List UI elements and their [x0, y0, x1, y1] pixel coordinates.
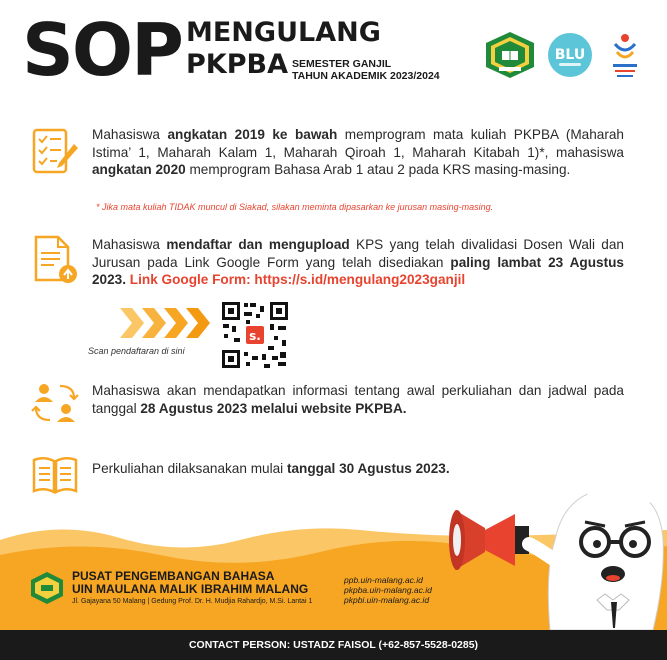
open-book-icon [30, 450, 80, 500]
step-1-note: * Jika mata kuliah TIDAK muncul di Siakad, silakan meminta dipasarkan ke jurusan masing-masing. [96, 202, 494, 212]
footer-organization [30, 570, 312, 605]
step-4-text: Perkuliahan dilaksanakan mulai tanggal 30 Agustus 2023. [92, 461, 450, 476]
sop-title: SOP [22, 8, 182, 92]
chevron-arrows-icon [120, 306, 212, 340]
contact-bar: CONTACT PERSON: USTADZ FAISOL (+62-857-5528-0285) [0, 630, 667, 660]
semester-info [292, 58, 440, 82]
step-2-text: Mahasiswa mendaftar dan mengupload KPS yang telah divalidasi Dosen Wali dan Jurusan pada Link Google Form yang telah disediakan paling lambat 23 Agustus 2023. Link Google Form: https://s.id/mengulang2023ganjil [92, 237, 624, 287]
svg-text:BLU: BLU [554, 47, 586, 63]
mascot-megaphone-illustration [445, 470, 667, 630]
qr-badge-text: s. [249, 329, 261, 343]
website-pkpba[interactable]: pkpba.uin-malang.ac.id [344, 585, 432, 595]
tahun-toleransi-logo [605, 30, 645, 80]
scan-section [88, 298, 298, 378]
scan-label: Scan pendaftaran di sini [88, 346, 185, 356]
qr-code[interactable] [220, 300, 290, 370]
website-ppb[interactable]: ppb.uin-malang.ac.id [344, 575, 423, 585]
org-name-line-1: PUSAT PENGEMBANGAN BAHASA [72, 569, 275, 583]
website-list [344, 575, 432, 605]
title-line-1: MENGULANG [186, 17, 381, 48]
uin-malang-footer-logo [30, 571, 64, 605]
org-name-line-2: UIN MAULANA MALIK IBRAHIM MALANG [72, 582, 309, 596]
step-3-text: Mahasiswa akan mendapatkan informasi tentang awal perkuliahan dan jadwal pada tanggal 28 Agustus 2023 melalui website PKPBA. [92, 383, 624, 416]
uin-malang-logo [485, 31, 535, 79]
org-address: Jl. Gajayana 50 Malang | Gedung Prof. Dr. H. Mudjia Rahardjo, M.Si. Lantai 1 [72, 598, 313, 605]
blu-logo [547, 32, 593, 78]
people-exchange-icon [30, 378, 80, 428]
step-1-text: Mahasiswa angkatan 2019 ke bawah memprogram mata kuliah PKPBA (Maharah Istima’ 1, Maharah Kalam 1, Maharah Qiroah 1, Maharah Kitabah 1)*, mahasiswa angkatan 2020 memprogram Bahasa Arab 1 atau 2 pada KRS masing-masing. [92, 127, 624, 177]
document-upload-icon [30, 234, 80, 284]
checklist-pencil-icon [30, 126, 80, 176]
logo-group [485, 30, 645, 80]
website-pkpbi[interactable]: pkpbi.uin-malang.ac.id [344, 595, 430, 605]
title-line-2: PKPBA [186, 49, 288, 80]
semester-line-2: TAHUN AKADEMIK 2023/2024 [292, 70, 440, 82]
google-form-link[interactable]: Link Google Form: https://s.id/mengulang2023ganjil [126, 272, 466, 287]
semester-line-1: SEMESTER GANJIL [292, 58, 392, 70]
org-text [72, 570, 312, 605]
header [0, 0, 667, 100]
